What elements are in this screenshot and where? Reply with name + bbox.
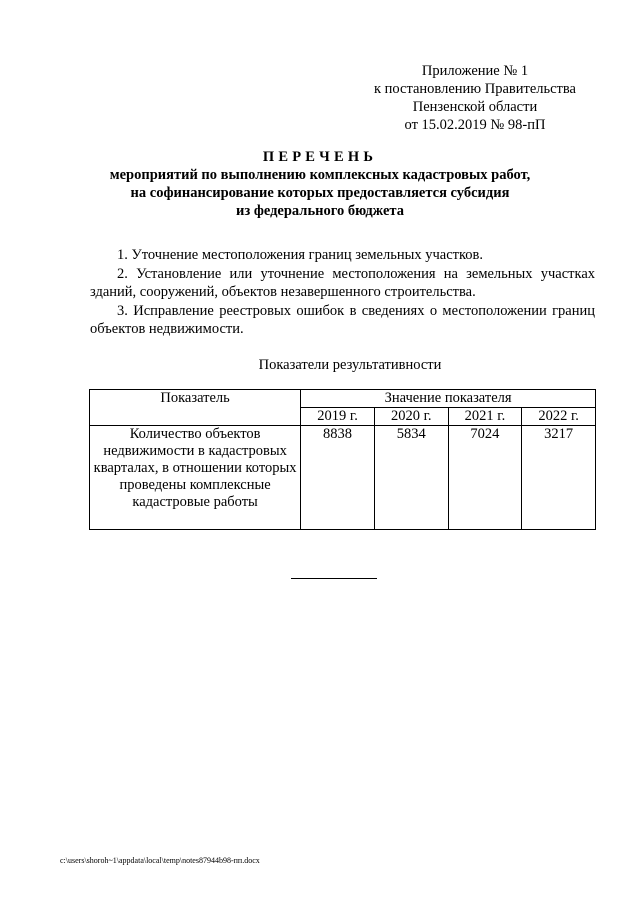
appendix-number: Приложение № 1 <box>421 63 529 79</box>
list-item: 2. Установление или уточнение местоположения на земельных участках зданий, сооружений, объектов незавершенного строительства. <box>90 265 595 300</box>
list-item: 3. Исправление реестровых ошибок в сведениях о местоположении границ объектов недвижимости. <box>90 302 595 337</box>
header-year: 2020 г. <box>374 408 448 426</box>
end-divider <box>291 578 377 579</box>
document-title <box>0 148 640 220</box>
table-header-row <box>90 390 596 408</box>
title-line-2: на софинансирование которых предоставляется субсидия <box>130 185 510 201</box>
file-path-footer: c:\users\shoroh~1\appdata\local\temp\notes87944b98-пп.docx <box>60 856 260 865</box>
indicator-value: 7024 <box>448 426 522 530</box>
header-year: 2019 г. <box>301 408 375 426</box>
table-row <box>90 426 596 530</box>
header-indicator: Показатель <box>90 390 301 426</box>
list-item: 1. Уточнение местоположения границ земельных участков. <box>117 247 483 263</box>
appendix-region: Пензенской области <box>412 99 538 115</box>
indicator-value: 8838 <box>301 426 375 530</box>
indicator-value: 3217 <box>522 426 596 530</box>
header-year: 2022 г. <box>522 408 596 426</box>
appendix-header <box>360 62 590 134</box>
indicators-title: Показатели результативности <box>258 357 442 373</box>
measures-list <box>90 246 595 339</box>
title-line-1: мероприятий по выполнению комплексных кадастровых работ, <box>109 167 531 183</box>
header-year: 2021 г. <box>448 408 522 426</box>
indicators-table <box>89 389 596 530</box>
title-heading: ПЕРЕЧЕНЬ <box>262 149 378 165</box>
title-line-3: из федерального бюджета <box>236 203 404 219</box>
indicator-value: 5834 <box>374 426 448 530</box>
header-value: Значение показателя <box>301 390 596 408</box>
indicator-name: Количество объектов недвижимости в кадастровых кварталах, в отношении которых проведены комплексные кадастровые работы <box>90 426 301 530</box>
appendix-date: от 15.02.2019 № 98-пП <box>404 117 546 133</box>
appendix-reference: к постановлению Правительства <box>374 81 576 97</box>
